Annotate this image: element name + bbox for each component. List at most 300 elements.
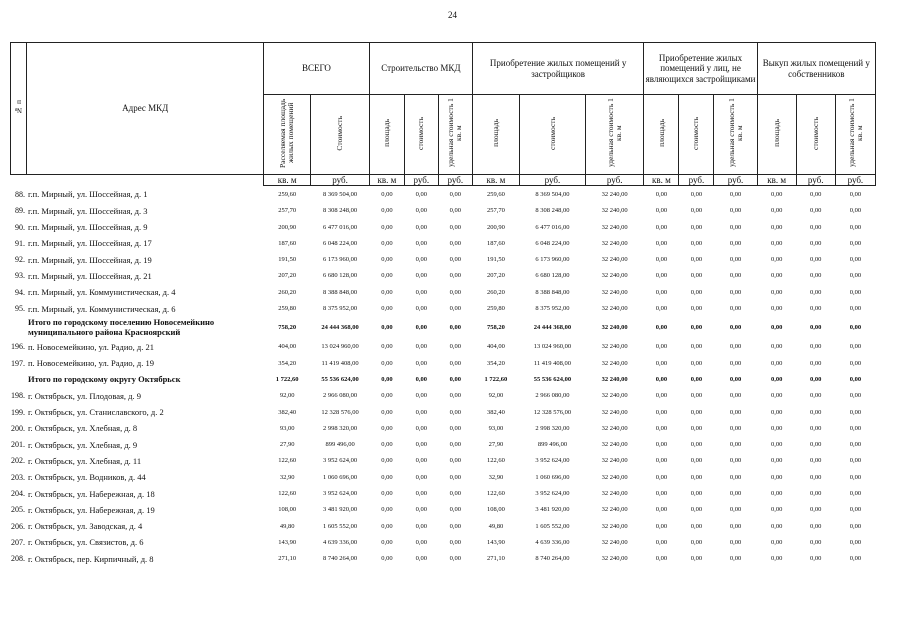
value-cell: 0,00 [849,375,862,383]
row-number: 204. [10,489,25,499]
value-cell: 0,00 [729,223,742,231]
value-cell: 0,00 [449,424,461,432]
value-cell: 260,20 [278,288,297,296]
value-cell: 32 240,00 [601,239,628,247]
table-row [11,339,876,355]
value-cell: 0,00 [810,538,822,546]
value-cell: 0,00 [810,223,822,231]
value-cell: 32 240,00 [601,190,628,198]
value-cell: 0,00 [415,190,428,198]
value-cell: 0,00 [449,207,461,215]
table-row [11,284,876,300]
index-header: № п [11,43,27,175]
value-cell: 0,00 [729,359,742,367]
value-cell: 0,00 [415,256,428,264]
value-cell: 0,00 [415,223,428,231]
value-cell: 0,00 [770,272,783,280]
group-header-non-developers: Приобретение жилых помещений у лиц, не являющихся застройщиками [644,43,757,95]
value-cell: 1 605 552,00 [323,522,358,530]
sub-header-area: площадь [757,95,796,175]
value-cell: 32 240,00 [601,324,628,332]
value-cell: 6 173 960,00 [535,256,570,264]
value-cell: 0,00 [690,424,703,432]
sub-header-area: площадь [472,95,519,175]
value-cell: 0,00 [849,359,862,367]
value-cell: 260,20 [486,288,505,296]
value-cell: 0,00 [449,522,461,530]
value-cell: 0,00 [690,555,703,563]
sub-header-area: Расселяемая площадь жилых помещений [263,95,310,175]
table-row [11,235,876,251]
sub-header-unit-cost: удельная стоимость 1 кв. м [438,95,472,175]
value-cell: 8 375 952,00 [323,305,358,313]
value-cell: 0,00 [415,359,428,367]
value-cell: 32 240,00 [601,538,628,546]
value-cell: 0,00 [655,305,668,313]
table-row-total [11,317,876,339]
row-number: 93. [14,271,25,281]
group-header-buyout: Выкуп жилых помещений у собственников [757,43,875,95]
value-cell: 6 048 224,00 [323,239,358,247]
value-cell: 259,60 [278,190,297,198]
value-cell: 0,00 [770,324,783,332]
value-cell: 0,00 [449,305,461,313]
value-cell: 0,00 [810,272,822,280]
value-cell: 0,00 [655,490,668,498]
value-cell: 0,00 [810,359,822,367]
unit-label: руб. [520,175,586,186]
address-cell: г. Октябрьск, пер. Кирпичный, д. 8 [27,553,154,564]
value-cell: 0,00 [655,272,668,280]
value-cell: 0,00 [381,392,393,400]
value-cell: 0,00 [770,457,783,465]
value-cell: 143,90 [486,538,505,546]
value-cell: 32 240,00 [601,392,628,400]
value-cell: 0,00 [655,392,668,400]
value-cell: 0,00 [849,408,862,416]
value-cell: 0,00 [729,424,742,432]
address-cell: г.п. Мирный, ул. Шоссейная, д. 3 [27,205,148,216]
value-cell: 0,00 [690,207,703,215]
value-cell: 0,00 [729,324,742,332]
value-cell: 0,00 [770,305,783,313]
row-number: 208. [10,554,25,564]
value-cell: 0,00 [381,288,393,296]
value-cell: 0,00 [449,324,461,332]
address-cell: г. Октябрьск, ул. Набережная, д. 18 [27,488,155,499]
value-cell: 13 024 960,00 [321,343,359,351]
value-cell: 0,00 [690,522,703,530]
value-cell: 0,00 [381,239,393,247]
row-number: 92. [14,255,25,265]
value-cell: 3 952 624,00 [535,457,570,465]
value-cell: 122,60 [486,457,505,465]
value-cell: 143,90 [278,538,297,546]
value-cell: 0,00 [690,473,703,481]
value-cell: 0,00 [381,457,393,465]
address-cell: г. Октябрьск, ул. Плодовая, д. 9 [27,390,141,401]
value-cell: 259,80 [486,305,505,313]
value-cell: 354,20 [278,359,297,367]
value-cell: 271,10 [278,555,297,563]
value-cell: 0,00 [849,190,862,198]
address-cell: г.п. Мирный, ул. Коммунистическая, д. 6 [27,303,176,314]
value-cell: 55 536 624,00 [533,375,572,383]
table-row [11,388,876,404]
table-row [11,252,876,268]
value-cell: 3 952 624,00 [535,490,570,498]
value-cell: 0,00 [655,473,668,481]
value-cell: 8 308 248,00 [323,207,358,215]
value-cell: 0,00 [449,343,461,351]
value-cell: 0,00 [381,408,393,416]
value-cell: 6 680 128,00 [535,272,570,280]
table-row [11,437,876,453]
value-cell: 93,00 [279,424,295,432]
value-cell: 0,00 [770,223,783,231]
value-cell: 8 308 248,00 [535,207,570,215]
value-cell: 13 024 960,00 [533,343,572,351]
value-cell: 0,00 [415,424,428,432]
value-cell: 49,80 [279,522,295,530]
value-cell: 0,00 [810,457,822,465]
value-cell: 122,60 [278,490,297,498]
value-cell: 0,00 [810,239,822,247]
value-cell: 0,00 [729,190,742,198]
table-body [11,186,876,567]
value-cell: 0,00 [810,424,822,432]
address-cell: Итого по городскому поселению Новосемейкино муниципального района Красноярский [27,316,215,337]
value-cell: 0,00 [810,207,822,215]
value-cell: 0,00 [729,343,742,351]
value-cell: 32 240,00 [601,457,628,465]
value-cell: 4 639 336,00 [323,538,358,546]
value-cell: 0,00 [729,288,742,296]
value-cell: 0,00 [655,424,668,432]
value-cell: 0,00 [381,256,393,264]
value-cell: 0,00 [381,190,393,198]
value-cell: 0,00 [415,239,428,247]
table-row [11,551,876,567]
value-cell: 0,00 [690,305,703,313]
value-cell: 0,00 [655,288,668,296]
value-cell: 0,00 [729,375,742,383]
value-cell: 1 605 552,00 [535,522,570,530]
value-cell: 108,00 [278,506,297,514]
row-number: 95. [14,304,25,314]
value-cell: 0,00 [415,490,428,498]
row-number: 196. [10,342,25,352]
table-row [11,502,876,518]
row-number: 207. [10,537,25,547]
value-cell: 0,00 [449,506,461,514]
value-cell: 0,00 [770,239,783,247]
value-cell: 191,50 [278,256,297,264]
value-cell: 122,60 [486,490,505,498]
value-cell: 0,00 [770,343,783,351]
value-cell: 1 060 696,00 [535,473,570,481]
value-cell: 0,00 [449,288,461,296]
value-cell: 0,00 [849,288,862,296]
value-cell: 0,00 [415,522,428,530]
value-cell: 0,00 [655,343,668,351]
value-cell: 0,00 [729,256,742,264]
value-cell: 27,90 [279,441,295,449]
value-cell: 0,00 [770,408,783,416]
value-cell: 200,90 [278,223,297,231]
value-cell: 0,00 [449,441,461,449]
value-cell: 0,00 [690,490,703,498]
value-cell: 0,00 [849,473,862,481]
value-cell: 49,80 [488,522,504,530]
value-cell: 0,00 [729,441,742,449]
value-cell: 32 240,00 [601,555,628,563]
value-cell: 257,70 [486,207,505,215]
value-cell: 0,00 [415,457,428,465]
row-number: 205. [10,505,25,515]
sub-header-cost: Стоимость [311,95,370,175]
row-number: 89. [14,206,25,216]
address-cell: г.п. Мирный, ул. Шоссейная, д. 9 [27,222,148,233]
value-cell: 0,00 [810,473,822,481]
address-cell: г. Октябрьск, ул. Связистов, д. 6 [27,537,144,548]
value-cell: 32 240,00 [601,343,628,351]
value-cell: 0,00 [655,190,668,198]
value-cell: 32 240,00 [601,506,628,514]
value-cell: 0,00 [770,207,783,215]
value-cell: 0,00 [849,343,862,351]
value-cell: 0,00 [415,392,428,400]
value-cell: 0,00 [729,392,742,400]
value-cell: 0,00 [770,555,783,563]
value-cell: 0,00 [849,457,862,465]
value-cell: 0,00 [381,538,393,546]
sub-header-unit-cost: удельная стоимость 1 кв. м [585,95,644,175]
value-cell: 0,00 [449,190,461,198]
value-cell: 0,00 [849,256,862,264]
value-cell: 2 966 080,00 [535,392,570,400]
sub-header-area: площадь [369,95,404,175]
value-cell: 0,00 [849,424,862,432]
value-cell: 32 240,00 [601,490,628,498]
row-number: 94. [14,287,25,297]
value-cell: 0,00 [849,207,862,215]
value-cell: 0,00 [449,473,461,481]
value-cell: 382,40 [486,408,505,416]
row-number [11,371,27,387]
address-cell: г.п. Мирный, ул. Шоссейная, д. 1 [27,189,148,200]
value-cell: 0,00 [729,272,742,280]
table-row [11,453,876,469]
units-row [11,175,876,186]
value-cell: 0,00 [655,207,668,215]
value-cell: 0,00 [381,305,393,313]
value-cell: 0,00 [770,359,783,367]
value-cell: 0,00 [690,392,703,400]
value-cell: 1 722,60 [275,375,299,383]
unit-label: руб. [585,175,644,186]
address-cell: Итого по городскому округу Октябрьск [27,373,181,384]
value-cell: 0,00 [690,441,703,449]
value-cell: 0,00 [381,223,393,231]
value-cell: 3 952 624,00 [323,457,358,465]
value-cell: 0,00 [449,555,461,563]
value-cell: 0,00 [690,256,703,264]
value-cell: 0,00 [655,538,668,546]
value-cell: 2 998 320,00 [535,424,570,432]
value-cell: 0,00 [449,490,461,498]
value-cell: 0,00 [810,392,822,400]
value-cell: 0,00 [381,506,393,514]
value-cell: 0,00 [690,408,703,416]
value-cell: 0,00 [449,538,461,546]
value-cell: 8 388 848,00 [323,288,358,296]
address-cell: г.п. Мирный, ул. Шоссейная, д. 17 [27,238,152,249]
value-cell: 6 173 960,00 [323,256,358,264]
value-cell: 24 444 368,00 [533,324,572,332]
row-number [11,317,27,339]
value-cell: 0,00 [655,256,668,264]
table-header [11,43,876,186]
value-cell: 6 477 016,00 [323,223,358,231]
row-number: 199. [10,407,25,417]
value-cell: 0,00 [849,441,862,449]
value-cell: 12 328 576,00 [321,408,359,416]
value-cell: 0,00 [810,441,822,449]
value-cell: 32 240,00 [601,375,628,383]
value-cell: 259,80 [278,305,297,313]
group-header-construction: Строительство МКД [369,43,472,95]
value-cell: 0,00 [770,441,783,449]
table-row [11,534,876,550]
value-cell: 0,00 [655,522,668,530]
value-cell: 32 240,00 [601,473,628,481]
sub-header-area: площадь [644,95,679,175]
address-cell: г.п. Мирный, ул. Шоссейная, д. 19 [27,254,152,265]
value-cell: 0,00 [770,538,783,546]
value-cell: 0,00 [810,305,822,313]
unit-label: руб. [714,175,757,186]
value-cell: 0,00 [415,288,428,296]
unit-label: кв. м [472,175,519,186]
value-cell: 122,60 [278,457,297,465]
value-cell: 0,00 [655,359,668,367]
value-cell: 0,00 [381,272,393,280]
value-cell: 93,00 [488,424,504,432]
sub-header-unit-cost: удельная стоимость 1 кв. м [835,95,875,175]
value-cell: 8 375 952,00 [535,305,570,313]
value-cell: 0,00 [810,324,822,332]
unit-label: руб. [404,175,438,186]
value-cell: 11 419 408,00 [321,359,359,367]
unit-label: руб. [796,175,835,186]
value-cell: 0,00 [690,359,703,367]
value-cell: 0,00 [810,343,822,351]
value-cell: 6 048 224,00 [535,239,570,247]
value-cell: 1 722,60 [484,375,508,383]
value-cell: 0,00 [810,375,822,383]
value-cell: 0,00 [381,441,393,449]
value-cell: 0,00 [690,223,703,231]
value-cell: 0,00 [690,457,703,465]
value-cell: 0,00 [770,256,783,264]
value-cell: 0,00 [381,473,393,481]
value-cell: 3 481 920,00 [535,506,570,514]
value-cell: 0,00 [729,457,742,465]
unit-label: руб. [311,175,370,186]
value-cell: 758,20 [486,324,505,332]
value-cell: 0,00 [849,272,862,280]
value-cell: 32,90 [488,473,504,481]
value-cell: 32 240,00 [601,272,628,280]
value-cell: 191,50 [486,256,505,264]
value-cell: 404,00 [486,343,505,351]
value-cell: 0,00 [449,223,461,231]
value-cell: 0,00 [810,288,822,296]
value-cell: 0,00 [381,522,393,530]
value-cell: 758,20 [278,324,297,332]
value-cell: 0,00 [381,375,393,383]
address-cell: г. Октябрьск, ул. Хлебная, д. 9 [27,439,138,450]
address-cell: г. Октябрьск, ул. Станиславского, д. 2 [27,407,164,418]
value-cell: 24 444 368,00 [321,324,359,332]
table-row [11,186,876,203]
value-cell: 0,00 [415,473,428,481]
value-cell: 0,00 [849,324,862,332]
value-cell: 0,00 [655,223,668,231]
address-cell: г. Октябрьск, ул. Хлебная, д. 11 [27,455,142,466]
value-cell: 8 740 264,00 [535,555,570,563]
value-cell: 899 496,00 [537,441,568,449]
value-cell: 0,00 [849,239,862,247]
value-cell: 11 419 408,00 [533,359,572,367]
group-header-developers: Приобретение жилых помещений у застройщиков [472,43,644,95]
value-cell: 3 481 920,00 [323,506,358,514]
value-cell: 0,00 [729,408,742,416]
table-row [11,355,876,371]
value-cell: 0,00 [690,324,703,332]
value-cell: 0,00 [381,359,393,367]
value-cell: 382,40 [278,408,297,416]
value-cell: 0,00 [381,424,393,432]
value-cell: 0,00 [415,408,428,416]
value-cell: 0,00 [849,490,862,498]
row-number: 201. [10,440,25,450]
value-cell: 0,00 [810,408,822,416]
value-cell: 0,00 [690,506,703,514]
value-cell: 0,00 [690,343,703,351]
value-cell: 0,00 [810,506,822,514]
value-cell: 259,60 [486,190,505,198]
table-row [11,404,876,420]
value-cell: 0,00 [770,288,783,296]
value-cell: 0,00 [449,272,461,280]
value-cell: 0,00 [729,207,742,215]
value-cell: 0,00 [810,522,822,530]
address-header: Адрес МКД [27,43,264,175]
value-cell: 32 240,00 [601,408,628,416]
value-cell: 32 240,00 [601,305,628,313]
value-cell: 2 966 080,00 [323,392,358,400]
value-cell: 0,00 [810,256,822,264]
value-cell: 0,00 [729,473,742,481]
sub-header-cost: стоимость [679,95,714,175]
value-cell: 0,00 [849,522,862,530]
value-cell: 187,60 [278,239,297,247]
value-cell: 32 240,00 [601,288,628,296]
value-cell: 0,00 [415,272,428,280]
unit-label: кв. м [263,175,310,186]
